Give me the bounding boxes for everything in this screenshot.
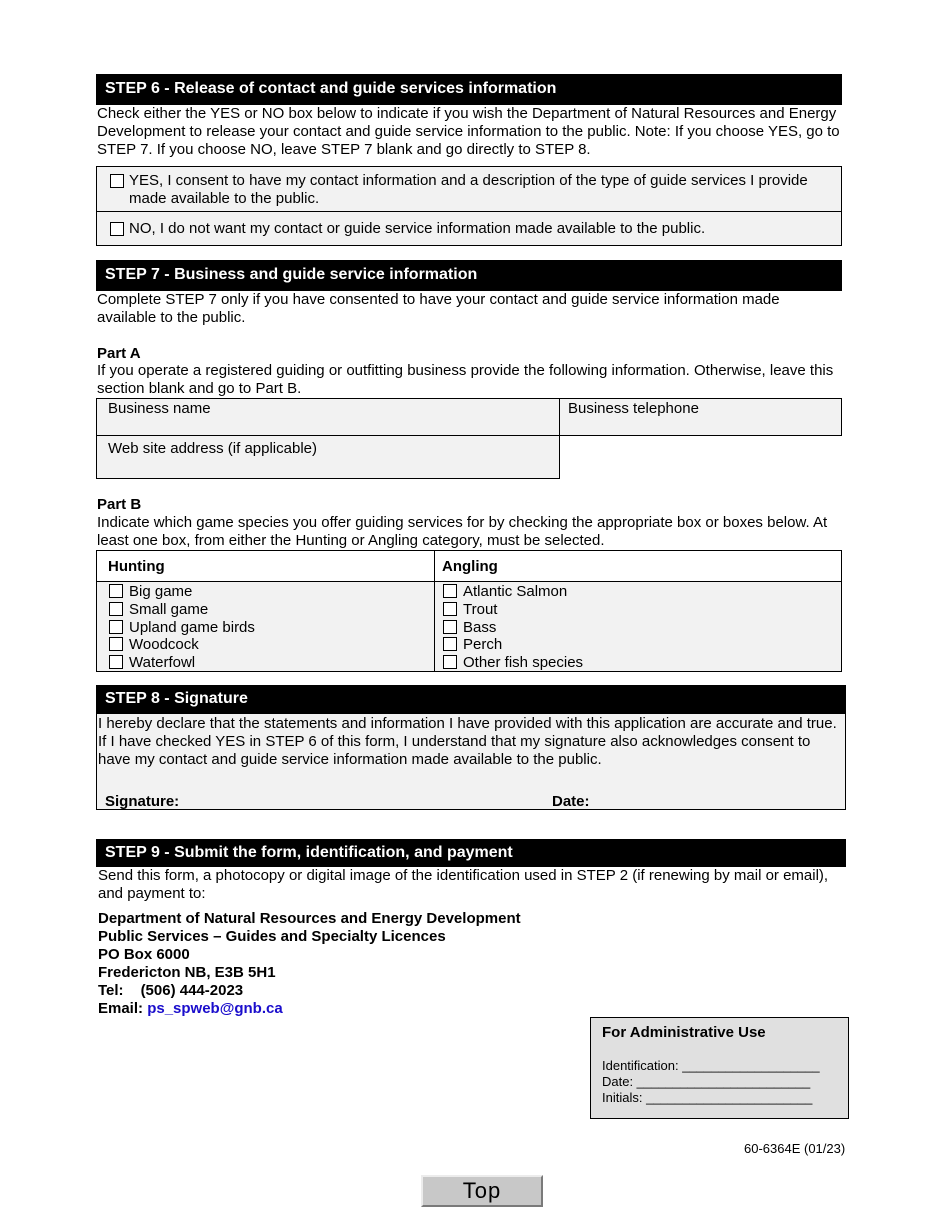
consent-no-label: NO, I do not want my contact or guide service information made available to the public. <box>129 220 706 237</box>
hunting-checkbox[interactable] <box>109 620 123 634</box>
angling-label: Bass <box>463 618 497 636</box>
step7-header: STEP 7 - Business and guide service information <box>96 260 842 291</box>
angling-checkbox[interactable] <box>443 637 457 651</box>
angling-label: Other fish species <box>463 654 584 672</box>
consent-yes-checkbox[interactable] <box>110 174 124 188</box>
form-number: 60-6364E (01/23) <box>744 1141 846 1156</box>
step9-header: STEP 9 - Submit the form, identification, and payment <box>96 839 846 867</box>
address-line: Public Services – Guides and Specialty Licences <box>98 928 446 945</box>
hunting-checkbox[interactable] <box>109 655 123 669</box>
hunting-item[interactable] <box>109 619 255 637</box>
angling-label: Perch <box>463 636 503 654</box>
email-line <box>98 1000 521 1018</box>
hunting-item[interactable] <box>109 601 255 619</box>
angling-checkbox[interactable] <box>443 620 457 634</box>
angling-item[interactable] <box>443 601 583 619</box>
website-field[interactable] <box>96 435 560 479</box>
admin-identification: Identification: ___________________ <box>602 1058 820 1073</box>
angling-item[interactable] <box>443 619 583 637</box>
hunting-label: Big game <box>129 583 193 600</box>
signature-label[interactable]: Signature: <box>105 793 180 810</box>
partA-title: Part A <box>97 345 141 362</box>
consent-yes-row <box>97 167 841 212</box>
angling-header: Angling <box>442 558 498 575</box>
angling-checkbox[interactable] <box>443 655 457 669</box>
step6-header: STEP 6 - Release of contact and guide services information <box>96 74 842 105</box>
consent-yes-label: YES, I consent to have my contact information and a description of the type of guide services I provide made available to the public. <box>129 172 808 207</box>
top-button[interactable]: Top <box>421 1175 543 1207</box>
admin-use-box <box>590 1017 849 1119</box>
signature-declaration: I hereby declare that the statements and information I have provided with this application are accurate and true. If I have checked YES in STEP 6 of this form, I understand that my signature also acknowledges consent to have my contact and guide service information made available to the public. <box>98 715 837 768</box>
hunting-checkbox[interactable] <box>109 637 123 651</box>
angling-cell <box>435 582 841 671</box>
telephone-line <box>98 982 521 1000</box>
business-name-field[interactable] <box>96 398 560 436</box>
signature-section <box>96 713 846 810</box>
species-table <box>96 550 842 672</box>
angling-label: Atlantic Salmon <box>463 583 568 600</box>
business-telephone-label: Business telephone <box>568 400 699 417</box>
angling-item[interactable] <box>443 636 583 654</box>
hunting-item[interactable] <box>109 636 255 654</box>
hunting-label: Woodcock <box>129 636 199 654</box>
hunting-item[interactable] <box>109 583 255 601</box>
step6-options <box>96 166 842 246</box>
hunting-header: Hunting <box>108 558 165 575</box>
step8-header: STEP 8 - Signature <box>96 685 846 714</box>
address-line: Fredericton NB, E3B 5H1 <box>98 964 276 981</box>
step9-intro: Send this form, a photocopy or digital image of the identification used in STEP 2 (if renewing by mail or email), and payment to: <box>98 867 829 902</box>
step6-intro: Check either the YES or NO box below to indicate if you wish the Department of Natural Resources and Energy Development to release your contact and guide service information to the public. Note: If you choose YES, go to STEP 7. If you choose NO, leave STEP 7 blank and go directly to STEP 8. <box>97 105 840 158</box>
hunting-cell <box>97 582 434 671</box>
hunting-checkbox[interactable] <box>109 584 123 598</box>
address-line: PO Box 6000 <box>98 946 190 963</box>
email-label: Email: <box>98 1000 144 1017</box>
business-name-label: Business name <box>108 400 211 417</box>
angling-item[interactable] <box>443 654 583 672</box>
business-telephone-field[interactable] <box>559 398 842 436</box>
tel-label: Tel: <box>98 982 124 999</box>
admin-fields <box>602 1058 820 1106</box>
partB-text: Indicate which game species you offer guiding services for by checking the appropriate box or boxes below. At least one box, from either the Hunting or Angling category, must be selected. <box>97 514 828 549</box>
mailing-address <box>98 910 521 1018</box>
partA-text: If you operate a registered guiding or outfitting business provide the following information. Otherwise, leave this section blank and go to Part B. <box>97 362 834 397</box>
step7-intro: Complete STEP 7 only if you have consented to have your contact and guide service information made available to the public. <box>97 291 780 326</box>
website-label: Web site address (if applicable) <box>108 440 317 457</box>
hunting-item[interactable] <box>109 654 255 672</box>
partB-title: Part B <box>97 496 142 513</box>
admin-title: For Administrative Use <box>602 1024 766 1041</box>
hunting-list <box>109 583 255 672</box>
admin-date: Date: ________________________ <box>602 1074 811 1089</box>
admin-initials: Initials: _______________________ <box>602 1090 813 1105</box>
address-line: Department of Natural Resources and Energy Development <box>98 910 521 927</box>
angling-checkbox[interactable] <box>443 584 457 598</box>
angling-label: Trout <box>463 600 498 618</box>
email-link[interactable]: ps_spweb@gnb.ca <box>147 1000 283 1017</box>
hunting-label: Waterfowl <box>129 654 196 672</box>
angling-list <box>443 583 583 672</box>
hunting-checkbox[interactable] <box>109 602 123 616</box>
date-label[interactable]: Date: <box>552 793 590 810</box>
consent-no-row <box>97 212 841 245</box>
hunting-label: Small game <box>129 600 209 618</box>
hunting-label: Upland game birds <box>129 618 255 636</box>
consent-no-checkbox[interactable] <box>110 222 124 236</box>
tel-value: (506) 444-2023 <box>140 982 244 999</box>
angling-item[interactable] <box>443 583 583 601</box>
angling-checkbox[interactable] <box>443 602 457 616</box>
